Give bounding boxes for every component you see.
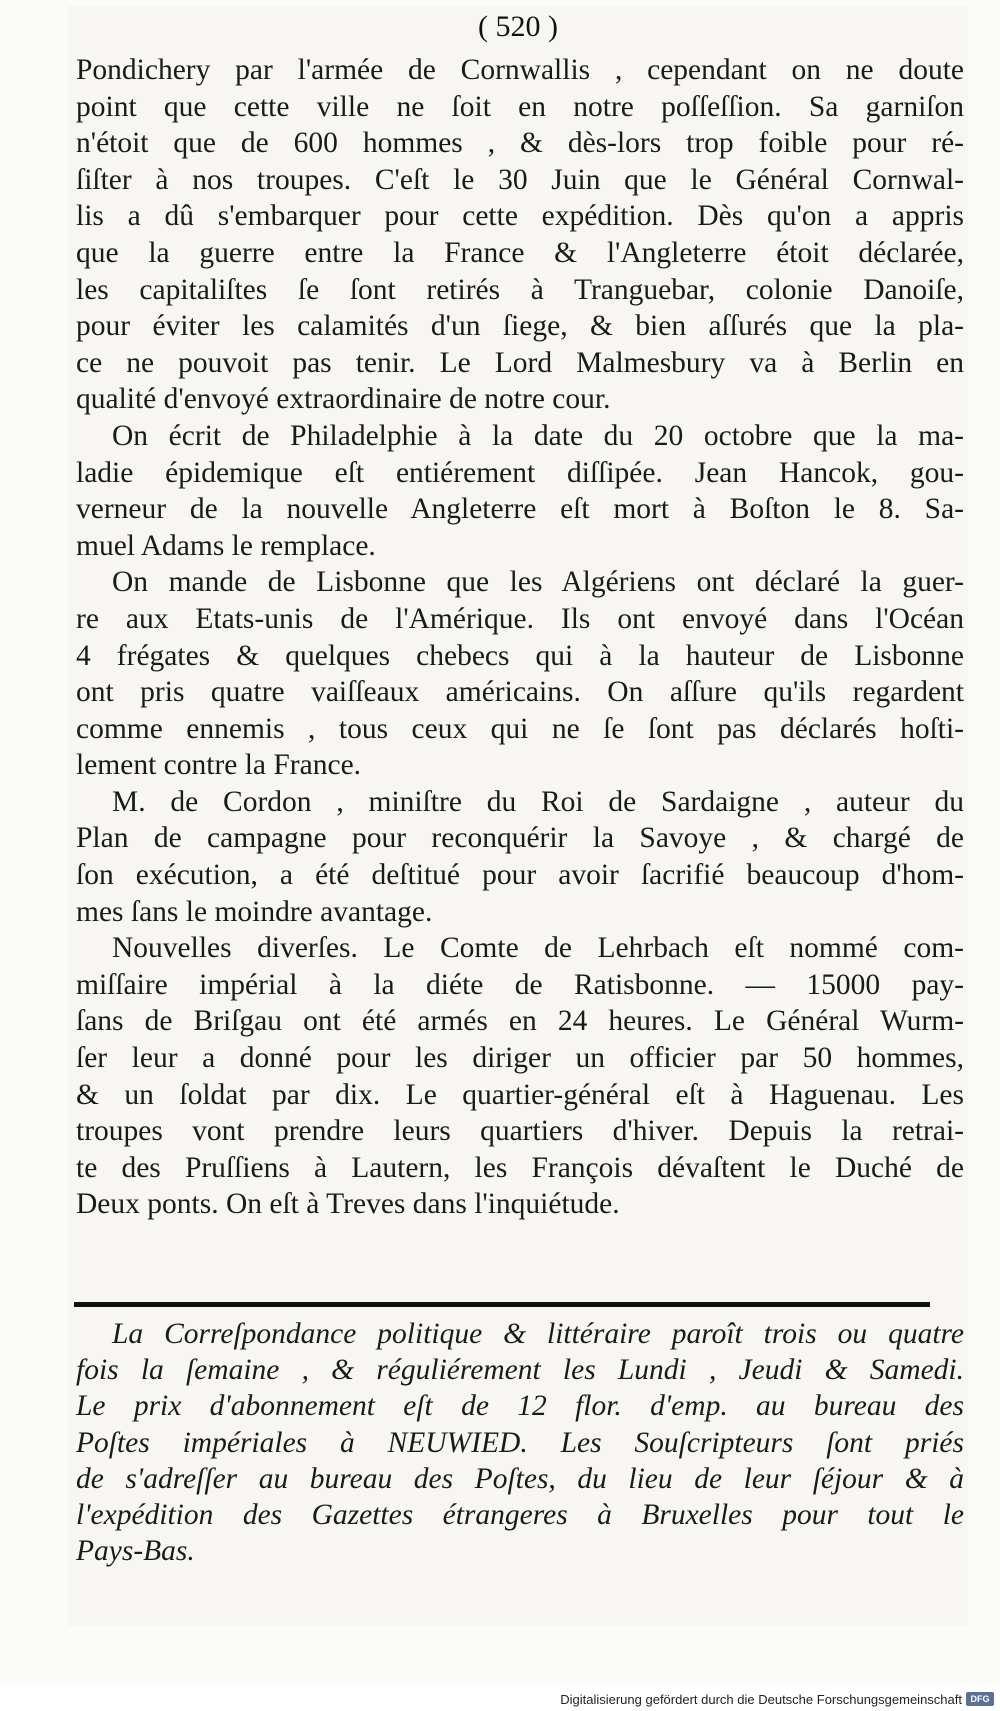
notice-line: Poſtes impériales à NEUWIED. Les Souſcripteurs ſont priés [76, 1426, 964, 1459]
text-line: muel Adams le remplace. [76, 529, 376, 562]
text-line: miſſaire impérial à la diéte de Ratisbonne. — 15000 pay- [76, 968, 964, 1001]
text-line: & un ſoldat par dix. Le quartier-général eſt à Haguenau. Les [76, 1078, 964, 1111]
notice-line: fois la ſemaine , & réguliérement les Lundi , Jeudi & Samedi. [76, 1354, 964, 1387]
text-line: n'étoit que de 600 hommes , & dès-lors trop foible pour ré- [76, 127, 964, 160]
funding-credit: Digitalisierung gefördert durch die Deutsche Forschungsgemeinschaft [560, 1692, 962, 1707]
digitization-footer [0, 1685, 1000, 1711]
notice-line: l'expédition des Gazettes étrangeres à Bruxelles pour tout le [76, 1498, 964, 1531]
text-line: re aux Etats-unis de l'Amérique. Ils ont envoyé dans l'Océan [76, 602, 964, 635]
text-line: troupes vont prendre leurs quartiers d'hiver. Depuis la retrai- [76, 1115, 964, 1148]
text-line: lis a dû s'embarquer pour cette expédition. Dès qu'on a appris [76, 200, 964, 233]
text-line: ont pris quatre vaiſſeaux américains. On aſſure qu'ils regardent [76, 676, 964, 709]
notice-line: Pays-Bas. [76, 1535, 195, 1568]
text-line: que la guerre entre la France & l'Angleterre étoit déclarée, [76, 236, 964, 269]
text-line: Plan de campagne pour reconquérir la Savoye , & chargé de [76, 822, 964, 855]
text-line: ladie épidemique eſt entiérement diſſipée. Jean Hancok, gou- [76, 456, 964, 489]
newspaper-page [68, 6, 968, 1626]
notice-line: de s'adreſſer au bureau des Poſtes, du lieu de leur ſéjour & à [76, 1462, 964, 1495]
dfg-logo: DFG [966, 1692, 994, 1706]
text-line: ſiſter à nos troupes. C'eſt le 30 Juin que le Général Cornwal- [76, 163, 964, 196]
notice-line: La Correſpondance politique & littéraire paroît trois ou quatre [112, 1318, 964, 1350]
page-number: ( 520 ) [478, 10, 558, 43]
text-line: point que cette ville ne ſoit en notre poſſeſſion. Sa garniſon [76, 90, 964, 123]
section-divider [74, 1302, 930, 1307]
text-line: comme ennemis , tous ceux qui ne ſe ſont pas déclarés hoſti- [76, 712, 964, 745]
text-line: On mande de Lisbonne que les Algériens ont déclaré la guer- [112, 566, 964, 599]
text-line: ſer leur a donné pour les diriger un officier par 50 hommes, [76, 1042, 964, 1075]
text-line: ſans de Briſgau ont été armés en 24 heures. Le Général Wurm- [76, 1005, 964, 1038]
article-body [76, 52, 964, 1223]
text-line: M. de Cordon , miniſtre du Roi de Sardaigne , auteur du [112, 785, 964, 818]
text-line: Pondichery par l'armée de Cornwallis , cependant on ne doute [76, 54, 964, 86]
text-line: mes ſans le moindre avantage. [76, 895, 433, 928]
text-line: ſon exécution, a été deſtitué pour avoir ſacrifié beaucoup d'hom- [76, 859, 964, 892]
subscription-notice [76, 1316, 964, 1569]
text-line: ce ne pouvoit pas tenir. Le Lord Malmesbury va à Berlin en [76, 346, 964, 379]
text-line: pour éviter les calamités d'un ſiege, & bien aſſurés que la pla- [76, 310, 964, 343]
text-line: On écrit de Philadelphie à la date du 20 octobre que la ma- [112, 419, 964, 452]
text-line: Deux ponts. On eſt à Treves dans l'inquiétude. [76, 1188, 620, 1221]
text-line: les capitaliſtes ſe ſont retirés à Tranguebar, colonie Danoiſe, [76, 273, 964, 306]
text-line: Nouvelles diverſes. Le Comte de Lehrbach eſt nommé com- [112, 932, 964, 965]
text-line: te des Pruſſiens à Lautern, les François dévaſtent le Duché de [76, 1151, 964, 1184]
text-line: 4 frégates & quelques chebecs qui à la hauteur de Lisbonne [76, 639, 964, 672]
text-line: lement contre la France. [76, 749, 362, 782]
text-line: verneur de la nouvelle Angleterre eſt mort à Boſton le 8. Sa- [76, 493, 964, 526]
text-line: qualité d'envoyé extraordinaire de notre cour. [76, 383, 611, 416]
notice-line: Le prix d'abonnement eſt de 12 flor. d'emp. au bureau des [76, 1390, 964, 1423]
